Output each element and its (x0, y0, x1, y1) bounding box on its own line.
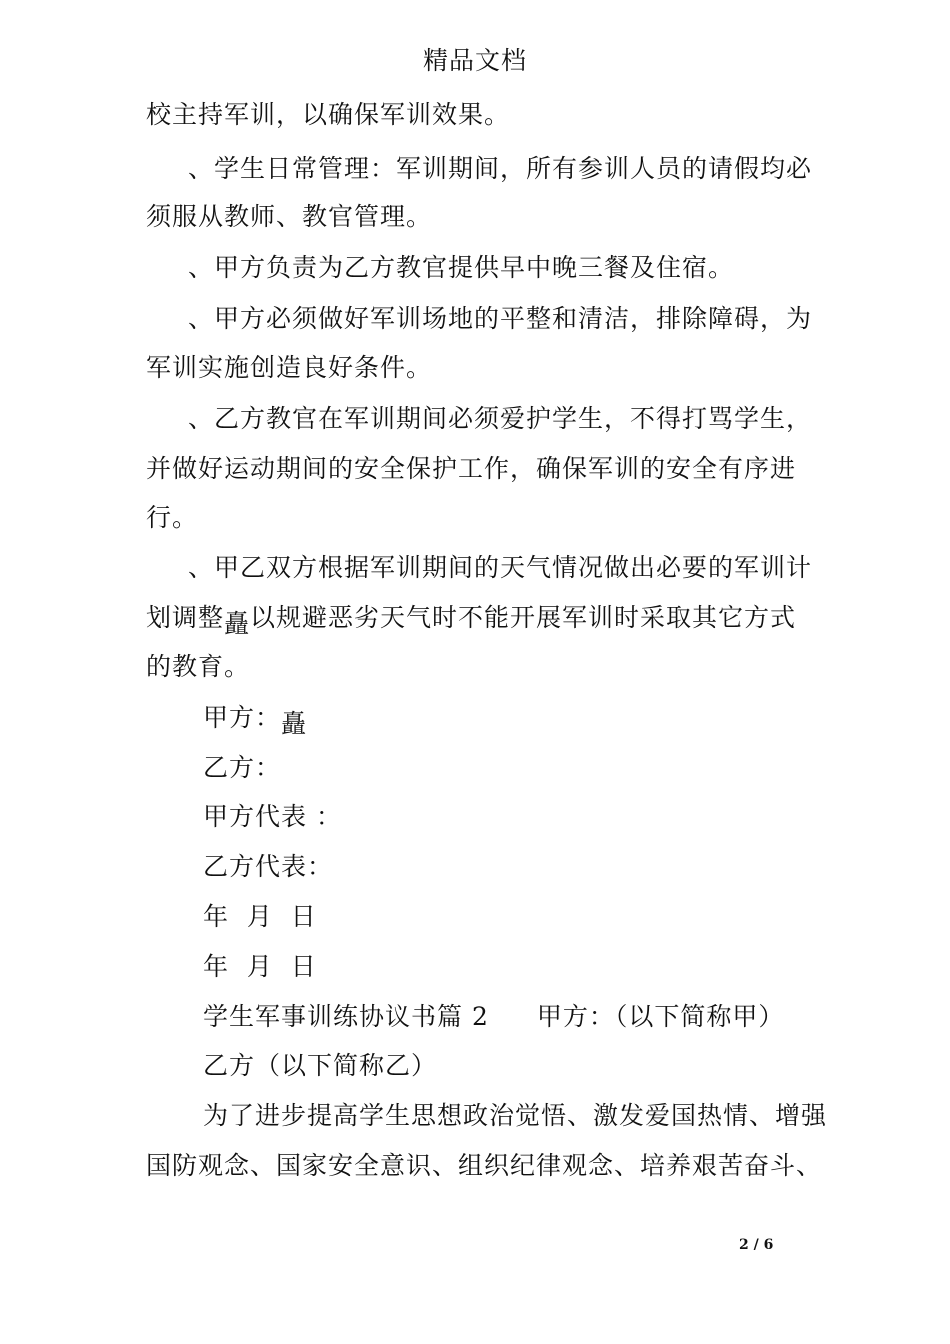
body-text: 划调整 (146, 603, 225, 632)
agreement-title: 学生军事训练协议书篇 2 (203, 1002, 489, 1031)
document-header-title: 精品文档 (422, 46, 527, 75)
body-line: 的教育。 (146, 652, 251, 681)
body-line: 校主持军训，以确保军训效果。 (146, 100, 511, 129)
signature-rep-a: 甲方代表 ： (203, 802, 342, 831)
signature-party-b: 乙方： (203, 753, 282, 782)
stray-glyph: 矗 (224, 609, 251, 638)
agreement-party-b: 乙方（以下简称乙） (203, 1051, 438, 1080)
body-line: 须服从教师、教官管理。 (146, 202, 433, 231)
body-line: 、甲乙双方根据军训期间的天气情况做出必要的军训计 (188, 553, 813, 582)
body-line: 行。 (146, 503, 199, 532)
body-line: 、甲方负责为乙方教官提供早中晚三餐及住宿。 (188, 253, 735, 282)
body-line: 并做好运动期间的安全保护工作，确保军训的安全有序进 (146, 454, 797, 483)
body-line: 为了进步提高学生思想政治觉悟、激发爱国热情、增强 (203, 1101, 828, 1130)
body-line (146, 603, 796, 639)
signature-label: 甲方： (203, 703, 282, 732)
page-number: 2 / 6 (739, 1237, 774, 1253)
signature-party-a (203, 703, 307, 739)
body-line: 、学生日常管理：军训期间，所有参训人员的请假均必 (188, 154, 813, 183)
body-line: 、甲方必须做好军训场地的平整和清洁，排除障碍，为 (188, 304, 813, 333)
body-text: 以规避恶劣天气时不能开展军训时采取其它方式 (250, 603, 797, 632)
date-line: 年 月 日 (203, 902, 317, 931)
signature-rep-b: 乙方代表： (203, 852, 334, 881)
body-line: 军训实施创造良好条件。 (146, 353, 433, 382)
body-line: 国防观念、国家安全意识、组织纪律观念、培养艰苦奋斗、 (146, 1151, 823, 1180)
body-line: 、乙方教官在军训期间必须爱护学生，不得打骂学生， (188, 404, 813, 433)
agreement-party-a: 甲方：（以下简称甲） (536, 1002, 785, 1031)
agreement-heading-line (203, 1002, 784, 1032)
date-line: 年 月 日 (203, 952, 317, 981)
stray-glyph: 矗 (281, 709, 308, 738)
